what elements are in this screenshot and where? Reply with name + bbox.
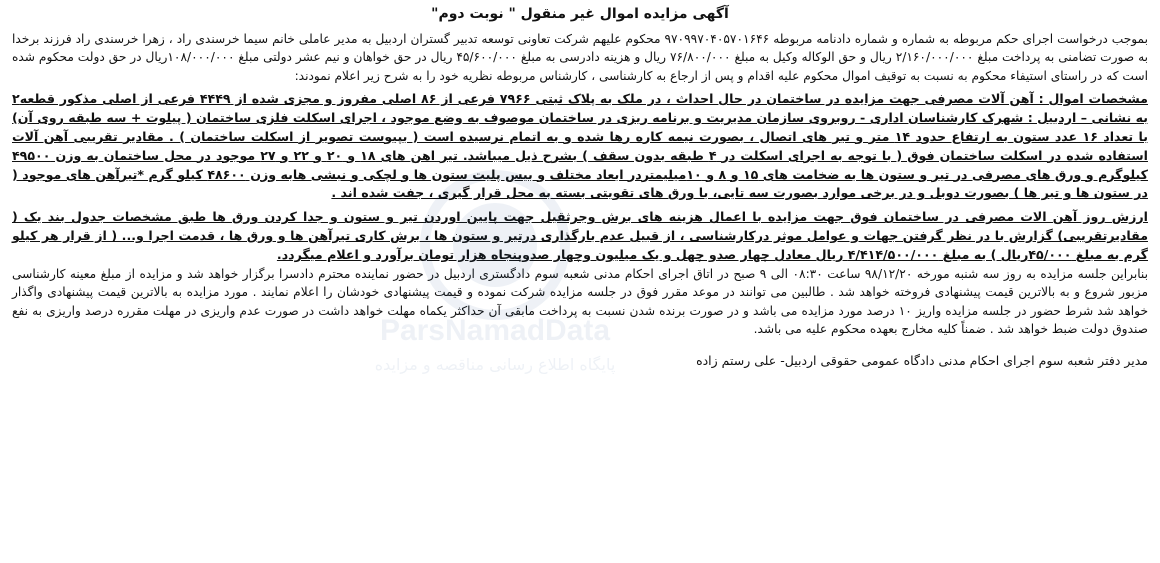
valuation-paragraph: ارزش روز آهن الات مصرفی در ساختمان فوق جهت مزایده با اعمال هزینه های برش وجرثقیل جهت پایین اوردن تیر و ستون و جدا کردن ورق ها طبق مشخصات جدول بند یک ( مقادیرتقریبی) گزارش با در نظر گرفتن جهات و عوامل موثر درکارشناسی ، از قبیل عدم بارگذاری درتیر و ستون ها ، برش کاری تیرآهن ها و ورق ها ، قدمت اجرا و... ( از قرار هر کیلو گرم به مبلغ ۴۵/۰۰۰ریال ) به مبلغ ۴/۴۱۴/۵۰۰/۰۰۰ ریال معادل چهار صدو چهل و یک میلیون وچهار صدوپنجاه هزار تومان برآورد و اعلام میگردد. — [12, 209, 1148, 263]
signature-line: مدیر دفتر شعبه سوم اجرای احکام مدنی دادگاه عمومی حقوقی اردبیل- علی رستم زاده — [696, 353, 1148, 369]
property-specs-paragraph: مشخصات اموال : آهن آلات مصرفی جهت مزایده در ساختمان در حال احداث ، در ملک به پلاک ثبتی ۷۹۶۶ فرعی از ۸۶ اصلی مفروز و مجزی شده از ۴۴۴۹ فرعی از اصلی مذکور قطعه۲ به نشانی – اردبیل : شهرک کارشناسان اداری - روبروی سازمان مدیریت و برنامه ریزی در ساختمان موصوف به وضع موجود ، اجرای اسکلت فلزی ساختمان ( پیلوت + سه طبقه روی آن) با تعداد ۱۶ عدد ستون به ارتفاع حدود ۱۴ متر و تیر های اتصال ، بصورت نیمه کاره رها شده و به اتمام نرسیده است ( بپیوست تصویر از اسکلت ساختمان ) . مقادیر تقریبی آهن آلات استفاده شده در اسکلت ساختمان فوق ( با توجه به اجرای اسکلت در ۴ طبقه بدون سقف ) بشرح ذیل میباشد. تیر اهن های ۱۸ و ۲۰ و ۲۲ و ۲۷ موجود در محل ساختمان به وزن ۴۹۵۰۰ کیلوگرم و ورق های مصرفی در تیر و ستون ها به ضخامت های ۱۵ و ۸ و ۱۰میلیمتردر ابعاد مختلف و بیس پلیت ستون ها و لچکی و نبشی هابه وزن ۴۸۶۰۰ کیلو گرم *تیرآهن های موجود ( در ستون ها و تیر ها ) بصورت دوبل و در برخی موارد بصورت سه تایی، با ورق های تقویتی بسته به محل قرار گیری ، جفت شده اند . — [12, 90, 1148, 201]
watermark-brand-text: ParsNamadData — [379, 314, 611, 347]
watermark-subtitle-text: پایگاه اطلاع رسانی مناقصه و مزایده — [374, 355, 616, 374]
notice-title: آگهی مزایده اموال غیر منقول " نوبت دوم" — [431, 6, 729, 22]
intro-paragraph: بموجب درخواست اجرای حکم مربوطه به شماره و شماره دادنامه مربوطه ۹۷۰۹۹۷۰۴۰۵۷۰۱۶۴۶ محکوم علیهم شرکت تعاونی توسعه تدبیر گستران اردبیل به مدیر عاملی خانم سیما خرسندی راد ، زهرا خرسندی راد فرزند برخدا به صورت تضامنی به پرداخت مبلغ ۲/۱۶۰/۰۰۰/۰۰۰ ریال و حق الوکاله وکیل به مبلغ ۷۶/۸۰۰/۰۰۰ ریال و هزینه دادرسی به مبلغ ۴۵/۶۰۰/۰۰۰ ریال در حق خواهان و نیم عشر دولتی مبلغ ۱۰۸/۰۰۰/۰۰۰ریال در حق دولت محکوم شده است که در راستای استیفاء محکوم به نسبت به توقیف اموال محکوم علیه اقدام و پس از ارجاع به کارشناسی ، کارشناس مربوطه نظریه خود را به شرح زیر اعلام نمودند: — [12, 32, 1148, 83]
auction-session-paragraph: بنابراین جلسه مزایده به روز سه شنبه مورخه ۹۸/۱۲/۲۰ ساعت ۰۸:۳۰ الی ۹ صبح در اتاق اجرای احکام مدنی شعبه سوم دادگستری اردبیل در حضور نماینده محترم دادسرا برگزار خواهد شد و مزایده از مبلغ معینه کارشناسی مزبور شروع و به بالاترین قیمت پیشنهادی فروخته خواهد شد . طالبین می توانند در موعد مقرر فوق در جلسه مزایده شرکت نموده و قیمت پیشنهادی خودشان را اعلام نمایند . مورد مزایده به بالاترین قیمت پیشنهادی واگذار خواهد شد شرط حضور در جلسه مزایده واریز ۱۰ درصد مورد مزایده می باشد و در صورت برنده شدن نسبت به پرداخت مابقی آن حداکثر یکماه مهلت خواهد داشت در صورت عدم واریزی در مهلت مقرره درصد واریزی به نفع صندوق دولت ضبط خواهد شد . ضمناً کلیه مخارج بعهده محکوم علیه می باشد. — [12, 267, 1149, 336]
